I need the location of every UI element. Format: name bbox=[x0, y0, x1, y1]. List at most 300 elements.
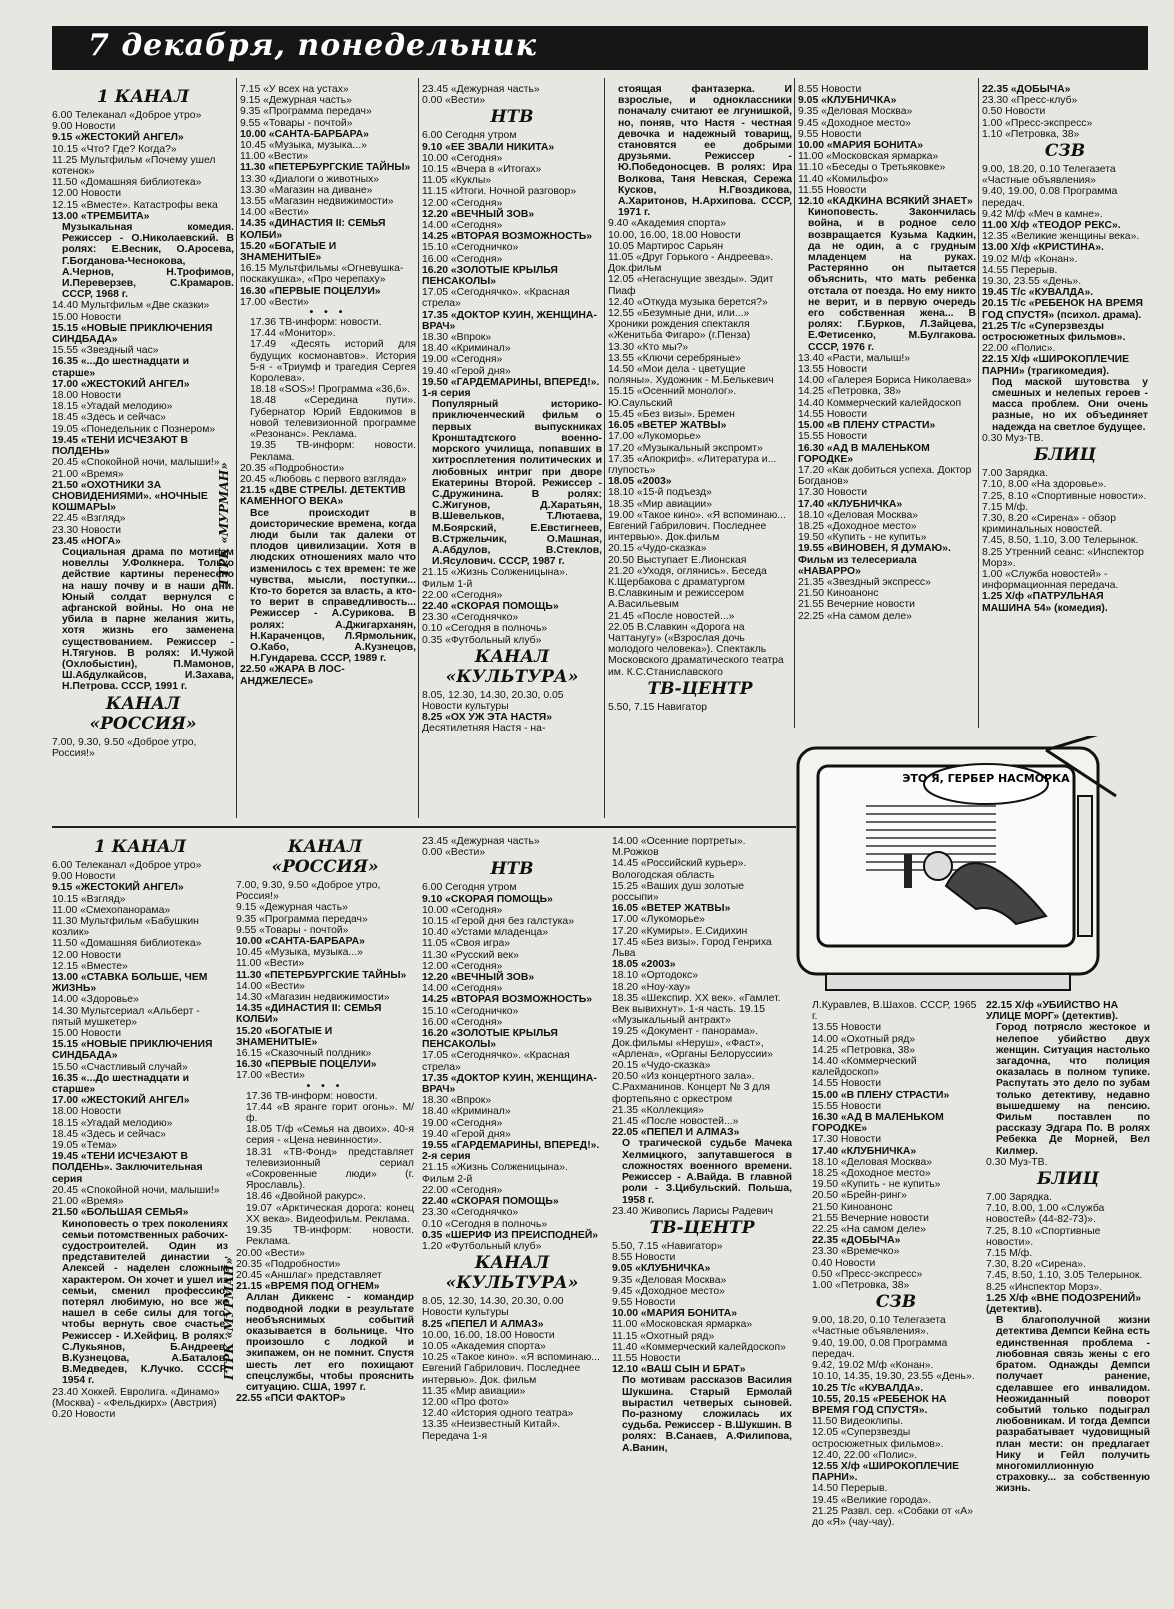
schedule-line: 14.50 «Мои дела - цветущие поляны». Художник - М.Белькевич bbox=[608, 364, 774, 387]
schedule-line: 12.55 Х/ф «ШИРОКОПЛЕЧИЕ ПАРНИ». bbox=[812, 1460, 960, 1484]
schedule-line: 12.00 «Сегодня» bbox=[422, 960, 503, 972]
schedule-line: 14.25 «Петровка, 38» bbox=[812, 1044, 916, 1056]
schedule-line: 9.05 «КЛУБНИЧКА» bbox=[798, 95, 897, 107]
schedule-line: 14.25 «Петровка, 38» bbox=[798, 386, 902, 398]
schedule-line: 23.40 Живопись Ларисы Радевич bbox=[612, 1205, 774, 1217]
schedule-line: 14.55 Новости bbox=[798, 408, 868, 420]
schedule-line: 9.10 «ЕЕ ЗВАЛИ НИКИТА» bbox=[422, 141, 555, 153]
schedule-line: 10.25 Т/с «КУВАЛДА». bbox=[812, 1382, 924, 1394]
schedule-line: 21.35 «Звездный экспресс» bbox=[798, 576, 931, 588]
schedule-line: 21.00 «Время» bbox=[52, 1196, 124, 1208]
channel-heading: 1 КАНАЛ bbox=[94, 837, 186, 857]
schedule-line: 0.00 «Вести» bbox=[422, 847, 486, 859]
schedule-line: 21.15 «Жизнь Солженицына». Фильм 1-й bbox=[422, 567, 568, 590]
top-col-szv-blitz bbox=[982, 84, 1148, 732]
schedule-line: 12.15 «Вместе». Катастрофы века bbox=[52, 199, 218, 211]
program-description: В благополучной жизни детектива Демпси Кейна есть единственная проблема - любовная связь жены с его братом. Однажды Демпси получает ранение, сделавшее его инвалидом. Неожиданный поворот событий только подыграл любовникам. И тогда Демпси разрабатывает чудовищный план мести: он предлагает Нику и Гейл получить многомиллионную страховку... за собственную жизнь. bbox=[996, 1315, 1150, 1495]
schedule-line: 15.45 «Без визы». Бремен bbox=[608, 408, 735, 420]
schedule-line: 19.00 «Сегодня» bbox=[422, 354, 503, 366]
schedule-line: 12.10 «ВАШ СЫН И БРАТ» bbox=[612, 1364, 746, 1376]
murman-line: 18.46 «Двойной ракурс». bbox=[246, 1191, 366, 1203]
schedule-line: 17.05 «Сегоднячко». «Красная стрела» bbox=[422, 287, 570, 310]
schedule-line: 16.05 «ВЕТЕР ЖАТВЫ» bbox=[608, 420, 727, 432]
schedule-line: 18.00 Новости bbox=[52, 390, 122, 402]
schedule-line: 15.20 «БОГАТЫЕ И ЗНАМЕНИТЫЕ» bbox=[236, 1025, 333, 1048]
schedule-line: 10.00 «Сегодня» bbox=[422, 904, 503, 916]
schedule-line: 9.15 «ЖЕСТОКИЙ АНГЕЛ» bbox=[52, 882, 184, 894]
schedule-line: 11.50 «Домашняя библиотека» bbox=[52, 938, 202, 950]
program-description: О трагической судьбе Мачека Хелмицкого, запутавшегося в сложностях военного времени. Режиссер - А.Вайда. В главной роли - З.Цибульский. Польша, 1958 г. bbox=[622, 1138, 792, 1206]
schedule-line: 8.25 «ПЕПЕЛ И АЛМАЗ» bbox=[422, 1318, 544, 1330]
schedule-line: 9.40 «Академия спорта» bbox=[608, 218, 727, 230]
murman-side-label: ГТРК «МУРМАН» bbox=[217, 462, 231, 585]
schedule-line: 11.40 «Коммерческий калейдоскоп» bbox=[612, 1341, 786, 1353]
schedule-line: 12.20 «ВЕЧНЫЙ ЗОВ» bbox=[422, 208, 535, 220]
schedule-line: 15.15 «НОВЫЕ ПРИКЛЮЧЕНИЯ СИНДБАДА» bbox=[52, 322, 213, 346]
schedule-line: 22.25 «На самом деле» bbox=[812, 1224, 926, 1236]
schedule-line: 9.45 «Доходное место» bbox=[612, 1285, 725, 1297]
schedule-line: 8.55 Новости bbox=[798, 84, 862, 95]
schedule-line: 17.00 «Вести» bbox=[236, 1070, 305, 1082]
schedule-line: 11.00 Х/ф «ТЕОДОР РЕКС». bbox=[982, 220, 1121, 232]
schedule-line: 23.30 «Сегоднячко» bbox=[422, 1207, 519, 1219]
schedule-line: 18.05 «2003» bbox=[608, 476, 672, 488]
schedule-line: 9.00, 18.20, 0.10 Телегазета «Частные объявления». bbox=[812, 1315, 946, 1338]
schedule-line: 11.30 «Русский век» bbox=[422, 949, 519, 961]
program-description: Аллан Диккенс - командир подводной лодки в результате необъяснимых событий оказывается в больнице. Что произошло с лодкой и экипажем, он не помнит. Спустя шесть лет его похищают спецслужбы, чтобы прояснить ситуацию. США, 1997 г. bbox=[246, 1292, 414, 1393]
schedule-line: 22.45 «Взгляд» bbox=[52, 513, 126, 525]
schedule-line: 12.00 «Сегодня» bbox=[422, 197, 503, 209]
schedule-line: 0.00 «Вести» bbox=[422, 95, 486, 107]
top-col-ntv-kultura bbox=[422, 84, 602, 824]
schedule-line: 1.00 «Пресс-экспресс» bbox=[982, 117, 1093, 129]
schedule-line: 19.00 «Такое кино». «Я вспоминаю... Евгений Габрилович. Последнее интервью». Док.фильм bbox=[608, 509, 786, 544]
schedule-line: 14.00 «Вести» bbox=[240, 207, 309, 219]
schedule-line: 12.35 «Великие женщины века». bbox=[982, 231, 1140, 243]
schedule-line: 19.25 «Документ - панорама». Док.фильмы «Неруш», «Фаст», «Арлена», «Органы Белоруссии» bbox=[612, 1026, 773, 1060]
schedule-line: 9.35 «Деловая Москва» bbox=[798, 106, 913, 118]
schedule-line: 16.30 «ПЕРВЫЕ ПОЦЕЛУИ» bbox=[240, 285, 381, 297]
schedule-line: 20.15 «Чудо-сказка» bbox=[608, 543, 707, 555]
program-description: Популярный историко-приключенческий фильм о первых выпускниках Кронштадтского военно-морского училища, попавших в хитросплетения политических и любовных интриг при дворе Екатерины Второй. Режиссер - С.Дружинина. В ролях: С.Жигунов, Д.Харатьян, В.Шевельков, Т.Лютаева, М.Боярский, Е.Евстигнеев, В.Стржельчик, О.Машная, А.Абдулов, В.Стеклов, И.Ясулович. СССР, 1987 г. bbox=[432, 399, 602, 568]
schedule-line: 9.42, 19.02 М/ф «Конан». bbox=[812, 1360, 934, 1372]
program-description: Под маской шутовства у смешных и нелепых героев - масса проблем. Они очень разные, но их объединяет надежда на светлое будущее. bbox=[992, 376, 1148, 433]
schedule-line: 17.00 «Лукоморье» bbox=[608, 431, 701, 443]
schedule-line: 23.45 «НОГА» bbox=[52, 535, 121, 547]
schedule-line: 13.00 Х/ф «КРИСТИНА». bbox=[982, 242, 1104, 254]
schedule-line: 11.05 «Своя игра» bbox=[422, 938, 511, 950]
schedule-line: 10.00 «Сегодня» bbox=[422, 152, 503, 164]
schedule-line: 11.55 Новости bbox=[798, 184, 867, 196]
bottom-col-tvc-szv bbox=[812, 1000, 980, 1606]
schedule-line: 10.15 «Что? Где? Когда?» bbox=[52, 143, 177, 155]
schedule-line: 9.45 «Доходное место» bbox=[798, 117, 911, 129]
schedule-line: 19.45 «ТЕНИ ИСЧЕЗАЮТ В ПОЛДЕНЬ» bbox=[52, 434, 188, 458]
schedule-line: 11.25 Мультфильм «Почему ушел котенок» bbox=[52, 154, 216, 178]
program-description: По мотивам рассказов Василия Шукшина. Старый Ермолай вырастил четверых сыновей. По-разному сложилась их судьба. Режиссер - В.Шукшин. В ролях: В.Санаев, А.Филипова, А.Ванин, bbox=[622, 1375, 792, 1454]
schedule-line: 19.30, 23.55 «День». bbox=[982, 276, 1082, 288]
schedule-line: 19.05 «Тема» bbox=[52, 1140, 117, 1152]
schedule-line: 11.40 «Комильфо» bbox=[798, 173, 889, 185]
channel-heading: НТВ bbox=[490, 107, 534, 128]
schedule-line: 12.40, 22.00 «Полис». bbox=[812, 1449, 918, 1461]
schedule-line: 11.35 «Мир авиации» bbox=[422, 1385, 526, 1397]
schedule-line: 0.50 Новости bbox=[982, 106, 1046, 118]
schedule-line: 15.00 «В ПЛЕНУ СТРАСТИ» bbox=[812, 1089, 950, 1101]
schedule-line: 10.45 «Музыка, музыка...» bbox=[236, 947, 363, 959]
schedule-line: 14.55 Новости bbox=[812, 1078, 882, 1090]
schedule-line: 10.00 «САНТА-БАРБАРА» bbox=[236, 936, 365, 948]
schedule-line: 16.05 «ВЕТЕР ЖАТВЫ» bbox=[612, 903, 731, 915]
schedule-line: 10.15 «Герой дня без галстука» bbox=[422, 916, 574, 928]
schedule-line: 10.00 «САНТА-БАРБАРА» bbox=[240, 128, 369, 140]
schedule-line: 13.55 «Ключи серебряные» bbox=[608, 352, 741, 364]
schedule-line: 11.15 «Охотный ряд» bbox=[612, 1330, 715, 1342]
schedule-line: 18.10 «Ортодокс» bbox=[612, 970, 698, 982]
schedule-line: 6.00 Сегодня утром bbox=[422, 882, 517, 894]
schedule-line: 20.35 «Подробности» bbox=[240, 462, 345, 474]
schedule-line: 17.35 «ДОКТОР КУИН, ЖЕНЩИНА-ВРАЧ» bbox=[422, 1072, 597, 1096]
man-head bbox=[924, 852, 952, 880]
schedule-line: 16.20 «ЗОЛОТЫЕ КРЫЛЬЯ ПЕНСАКОЛЫ» bbox=[422, 264, 558, 288]
schedule-line: 17.00 «ЖЕСТОКИЙ АНГЕЛ» bbox=[52, 378, 190, 390]
channel-heading: ТВ-ЦЕНТР bbox=[649, 1217, 755, 1238]
program-description: Киноповесть. Закончилась война, и в родное село возвращается Кузьма Кадкин, да не один, а с грудным младенцем на руках. Растерянно он пытается объяснить, что мать ребенка отстала от поезда. Но ему никто не верит, и в первую очередь его собственная жена... В ролях: Г.Бурков, Л.Зайцева, Е.Фетисенко, М.Булгакова. СССР, 1976 г. bbox=[808, 207, 976, 353]
schedule-line: 22.15 Х/ф «УБИЙСТВО НА УЛИЦЕ МОРГ» (детектив). bbox=[986, 1000, 1119, 1023]
schedule-line: 23.30 Новости bbox=[52, 524, 122, 536]
schedule-line: 8.25 «ОХ УЖ ЭТА НАСТЯ» bbox=[422, 712, 553, 724]
schedule-line: 12.00 Новости bbox=[52, 188, 122, 200]
schedule-line: 11.00 «Вести» bbox=[240, 151, 309, 163]
tv-control-panel bbox=[1078, 796, 1092, 936]
schedule-line: 14.45 «Российский курьер». Вологодская область bbox=[612, 858, 747, 881]
schedule-line: 13.30 «Кто мы?» bbox=[608, 341, 689, 353]
schedule-line: 9.35 «Деловая Москва» bbox=[612, 1274, 727, 1286]
schedule-line: 16.15 «Сказочный полдник» bbox=[236, 1048, 372, 1060]
murman-line: 17.44 «Монитор». bbox=[250, 328, 336, 340]
channel-heading: КАНАЛ «КУЛЬТУРА» bbox=[445, 646, 579, 687]
schedule-line: 22.55 «ПСИ ФАКТОР» bbox=[236, 1393, 346, 1405]
schedule-line: 20.50 «Брейн-ринг» bbox=[812, 1190, 907, 1202]
schedule-line: 11.50 Видеоклипы. bbox=[812, 1416, 903, 1428]
schedule-line: 15.15 «НОВЫЕ ПРИКЛЮЧЕНИЯ СИНДБАДА» bbox=[52, 1039, 213, 1062]
murman-line: 17.44 «В ярангe горит огонь». М/ф. bbox=[246, 1101, 414, 1125]
schedule-line: 14.00 «Здоровье» bbox=[52, 994, 139, 1006]
schedule-line: 7.30, 8.20 «Сирена». bbox=[986, 1259, 1086, 1271]
channel-heading: КАНАЛ «КУЛЬТУРА» bbox=[445, 1253, 579, 1294]
schedule-line: 10.00, 16.00, 18.00 Новости bbox=[608, 229, 741, 241]
channel-heading: КАНАЛ «РОССИЯ» bbox=[89, 693, 197, 734]
schedule-line: 9.35 «Программа передач» bbox=[236, 913, 368, 925]
schedule-line: 16.20 «ЗОЛОТЫЕ КРЫЛЬЯ ПЕНСАКОЛЫ» bbox=[422, 1028, 558, 1051]
schedule-line: 22.00 «Сегодня» bbox=[422, 1184, 503, 1196]
schedule-line: 20.50 Выступает Е.Лионская bbox=[608, 554, 747, 566]
schedule-line: 8.25 «Инспектор Морз». bbox=[986, 1281, 1103, 1293]
schedule-line: 21.35 «Коллекция» bbox=[612, 1104, 704, 1116]
schedule-line: 7.15 «У всех на устах» bbox=[240, 84, 349, 95]
schedule-line: 15.00 «В ПЛЕНУ СТРАСТИ» bbox=[798, 420, 936, 432]
schedule-line: 15.25 «Ваших душ золотые россыпи» bbox=[612, 880, 745, 904]
channel-heading: 1 КАНАЛ bbox=[97, 87, 189, 107]
bottom-col-rossiya bbox=[236, 836, 414, 1606]
murman-line: 19.35 ТВ-информ: новости. Реклама. bbox=[250, 440, 416, 463]
schedule-line: 13.35 «Неизвестный Китай». Передача 1-я bbox=[422, 1419, 561, 1442]
schedule-line: 20.45 «Спокойной ночи, малыши!» bbox=[52, 1184, 220, 1196]
schedule-line: 14.35 «ДИНАСТИЯ II: СЕМЬЯ КОЛБИ» bbox=[236, 1003, 382, 1026]
schedule-line: 1.10 «Петровка, 38» bbox=[982, 128, 1080, 140]
schedule-line: 9.15 «Дежурная часть» bbox=[240, 95, 352, 107]
schedule-line: 0.35 «ШЕРИФ ИЗ ПРЕИСПОДНЕЙ» bbox=[422, 1229, 599, 1241]
schedule-line: 21.50 «БОЛЬШАЯ СЕМЬЯ» bbox=[52, 1207, 189, 1219]
schedule-line: 16.00 «Сегодня» bbox=[422, 253, 503, 265]
schedule-line: 9.00 Новости bbox=[52, 121, 116, 133]
schedule-line: 18.15 «Угадай мелодию» bbox=[52, 401, 173, 413]
schedule-line: 14.55 Перерыв. bbox=[982, 264, 1058, 276]
schedule-line: 8.05, 12.30, 14.30, 20.30, 0.00 Новости культуры bbox=[422, 1296, 564, 1319]
schedule-line: 17.45 «Без визы». Город Генриха Льва bbox=[612, 936, 772, 960]
schedule-line: 9.40, 19.00, 0.08 Программа передач. bbox=[982, 186, 1118, 209]
schedule-line: 19.55 «ГАРДЕМАРИНЫ, ВПЕРЕД!». 2-я серия bbox=[422, 1140, 600, 1163]
schedule-line: 9.00, 18.20, 0.10 Телегазета «Частные объявления» bbox=[982, 164, 1116, 187]
schedule-line: 11.00 «Московская ярмарка» bbox=[798, 151, 939, 163]
schedule-line: 17.00 «Вести» bbox=[240, 296, 309, 308]
schedule-line: 20.35 «Подробности» bbox=[236, 1258, 341, 1270]
schedule-line: 18.45 «Здесь и сейчас» bbox=[52, 412, 166, 424]
schedule-line: 15.55 Новости bbox=[798, 431, 868, 443]
murman-line: 18.18 «SOS»! Программа «36,6». bbox=[250, 384, 411, 396]
schedule-line: 19.55 «ВИНОВЕН, Я ДУМАЮ». Фильм из телесериала «НАВАРРО» bbox=[798, 543, 951, 577]
schedule-line: 1.00 «Петровка, 38» bbox=[812, 1280, 910, 1292]
murman-line: 17.36 ТВ-информ: новости. bbox=[246, 1090, 378, 1102]
column-rule bbox=[978, 78, 979, 728]
schedule-line: 12.40 «Откуда музыка берется?» bbox=[608, 296, 768, 308]
schedule-line: 7.00, 9.30, 9.50 «Доброе утро, Россия!» bbox=[236, 880, 381, 903]
schedule-line: 12.05 «Негаснущие звезды». Эдит Пиаф bbox=[608, 274, 774, 297]
schedule-line: 23.30 «Времечко» bbox=[812, 1246, 900, 1258]
schedule-line: 17.20 «Кумиры». Е.Сидихин bbox=[612, 925, 748, 937]
schedule-line: 14.00 «Сегодня» bbox=[422, 983, 503, 995]
schedule-line: 19.40 «Герой дня» bbox=[422, 1128, 511, 1140]
schedule-line: 10.15 «Взгляд» bbox=[52, 893, 126, 905]
schedule-line: 11.50 «Домашняя библиотека» bbox=[52, 177, 202, 189]
schedule-line: 20.15 «Чудо-сказка» bbox=[612, 1060, 711, 1072]
schedule-line: 10.00, 16.00, 18.00 Новости bbox=[422, 1329, 555, 1341]
schedule-line: 9.10 «СКОРАЯ ПОМОЩЬ» bbox=[422, 893, 553, 905]
schedule-line: 21.50 Киноанонс bbox=[812, 1201, 893, 1213]
schedule-line: 8.25 Утренний сеанс: «Инспектор Морз». bbox=[982, 546, 1144, 569]
bottom-col-kultura-tvc bbox=[612, 836, 792, 1606]
channel-heading: БЛИЦ bbox=[1036, 1169, 1100, 1190]
schedule-line: Л.Куравлев, В.Шахов. СССР, 1965 г. bbox=[812, 1000, 977, 1023]
schedule-line: 14.00 «Сегодня» bbox=[422, 220, 503, 232]
schedule-line: 13.00 «ТРЕМБИТА» bbox=[52, 210, 150, 222]
schedule-line: 10.05 «Академия спорта» bbox=[422, 1340, 546, 1352]
top-col-rossiya bbox=[240, 84, 416, 824]
schedule-line: 18.45 «Здесь и сейчас» bbox=[52, 1128, 166, 1140]
schedule-line: 14.00 «Вести» bbox=[236, 980, 305, 992]
schedule-line: 12.00 «Про фото» bbox=[422, 1396, 509, 1408]
schedule-line: 12.00 Новости bbox=[52, 949, 122, 961]
schedule-line: 19.02 М/ф «Конан». bbox=[982, 253, 1078, 265]
schedule-line: 19.45 Т/с «КУВАЛДА». bbox=[982, 287, 1094, 299]
schedule-line: 9.55 Новости bbox=[798, 128, 862, 140]
schedule-line: 0.20 Новости bbox=[52, 1408, 116, 1420]
schedule-line: 16.30 «АД В МАЛЕНЬКОМ ГОРОДКЕ» bbox=[812, 1112, 944, 1135]
schedule-line: 22.00 «Сегодня» bbox=[422, 589, 503, 601]
schedule-line: 10.15 «Вчера в «Итогах» bbox=[422, 164, 542, 176]
schedule-line: 14.35 «ДИНАСТИЯ II: СЕМЬЯ КОЛБИ» bbox=[240, 218, 386, 241]
schedule-line: 14.40 Мультфильм «Две сказки» bbox=[52, 300, 210, 312]
schedule-line: 22.35 «ДОБЫЧА» bbox=[812, 1235, 901, 1247]
schedule-line: 7.15 М/ф. bbox=[986, 1248, 1033, 1260]
schedule-line: 15.55 Новости bbox=[812, 1100, 882, 1112]
bottom-col-ntv-kultura bbox=[422, 836, 602, 1606]
schedule-line: 18.10 «Деловая Москва» bbox=[812, 1156, 933, 1168]
schedule-line: 18.40 «Криминал» bbox=[422, 343, 511, 355]
schedule-line: 21.00 «Время» bbox=[52, 468, 124, 480]
schedule-line: 16.30 «АД В МАЛЕНЬКОМ ГОРОДКЕ» bbox=[798, 442, 930, 465]
bottom-col-1tv bbox=[52, 836, 228, 1606]
schedule-line: 11.30 «ПЕТЕРБУРГСКИЕ ТАЙНЫ» bbox=[240, 162, 411, 174]
schedule-line: 9.40, 19.00, 0.08 Программа передач. bbox=[812, 1337, 948, 1360]
cartoon-speech-text: ЭТО Я, ГЕРБЕР НАСМОРКА bbox=[902, 772, 1070, 785]
schedule-line: 7.00 Зарядка. bbox=[986, 1192, 1052, 1204]
schedule-line: 17.30 Новости bbox=[812, 1134, 882, 1146]
schedule-line: 0.30 Муз-ТВ. bbox=[986, 1156, 1048, 1168]
schedule-line: 8.05, 12.30, 14.30, 20.30, 0.05 Новости культуры bbox=[422, 689, 564, 712]
schedule-line: 10.25 «Такое кино». «Я вспоминаю... Евгений Габрилович. Последнее интервью». Док. фильм bbox=[422, 1352, 600, 1386]
murman-line: 19.07 «Арктическая дорога: конец ХХ века». Видеофильм. Реклама. bbox=[246, 1202, 414, 1225]
schedule-line: 9.35 «Программа передач» bbox=[240, 106, 372, 118]
schedule-line: 13.30 «Магазин на диване» bbox=[240, 184, 373, 196]
schedule-line: 6.00 Телеканал «Доброе утро» bbox=[52, 110, 202, 121]
schedule-line: 22.40 «СКОРАЯ ПОМОЩЬ» bbox=[422, 600, 559, 612]
schedule-line: 12.15 «Вместе» bbox=[52, 960, 128, 972]
schedule-line: 9.55 «Товары - почтой» bbox=[236, 924, 349, 936]
schedule-line: 17.40 «КЛУБНИЧКА» bbox=[812, 1145, 917, 1157]
schedule-line: 7.25, 8.10 «Спортивные новости». bbox=[982, 490, 1147, 502]
murman-line: 18.48 «Середина пути». Губернатор Юрий Евдокимов в новой телевизионной программе «Резонанс». Реклама. bbox=[250, 395, 416, 441]
schedule-line: 14.25 «ВТОРАЯ ВОЗМОЖНОСТЬ» bbox=[422, 231, 593, 243]
schedule-line: 11.10 «Беседы о Третьяковке» bbox=[798, 162, 946, 174]
schedule-line: 11.05 «Куклы» bbox=[422, 175, 492, 187]
schedule-line: 9.00 Новости bbox=[52, 871, 116, 883]
schedule-line: 10.10, 14.35, 19.30, 23.55 «День». bbox=[812, 1371, 975, 1383]
schedule-line: 11.05 «Друг Горького - Андреева». Док.фильм bbox=[608, 252, 774, 275]
schedule-line: 17.00 «Лукоморье» bbox=[612, 914, 705, 926]
schedule-line: 19.50 «Купить - не купить» bbox=[812, 1179, 941, 1191]
schedule-line: 18.35 «Шекспир. ХХ век». «Гамлет. Век вывихнут». 1-я часть. 19.15 «Музыкальный антракт» bbox=[612, 992, 781, 1027]
murman-line: 18.31 «ТВ-Фонд» представляет телевизионный сериал «Сокровенные люди» (г. Ярославль). bbox=[246, 1146, 414, 1192]
schedule-line: 21.15 «ДВЕ СТРЕЛЫ. ДЕТЕКТИВ КАМЕННОГО ВЕКА» bbox=[240, 485, 406, 508]
schedule-line: 21.45 «После новостей...» bbox=[612, 1116, 739, 1128]
schedule-line: 7.00, 9.30, 9.50 «Доброе утро, Россия!» bbox=[52, 736, 197, 759]
column-rule bbox=[236, 78, 237, 818]
schedule-line: 15.10 «Сегодничко» bbox=[422, 1005, 519, 1017]
schedule-line: 18.40 «Криминал» bbox=[422, 1106, 511, 1118]
schedule-line: 13.30 «Диалоги о животных» bbox=[240, 173, 380, 185]
schedule-line: 20.45 «Спокойной ночи, малыши!» bbox=[52, 457, 220, 469]
murman-line: 17.36 ТВ-информ: новости. bbox=[250, 317, 382, 329]
date-banner bbox=[52, 26, 1148, 70]
schedule-line: 9.55 «Товары - почтой» bbox=[240, 117, 353, 129]
schedule-line: 21.25 Т/с «Суперзвезды остросюжетных фильмов». bbox=[982, 320, 1126, 344]
schedule-line: 18.30 «Впрок» bbox=[422, 332, 492, 344]
schedule-line: 7.00 Зарядка. bbox=[982, 468, 1048, 480]
schedule-line: 7.10, 8.00, 1.00 «Служба новостей» (44-82-73)». bbox=[986, 1203, 1105, 1226]
schedule-line: 14.00 «Галерея Бориса Николаева» bbox=[798, 375, 972, 387]
schedule-line: 23.45 «Дежурная часть» bbox=[422, 836, 540, 847]
schedule-line: 22.00 «Полис». bbox=[982, 343, 1056, 355]
schedule-line: 22.05 В.Славкин «Дорога на Чаттанугу» («Взрослая дочь молодого человека»). Спектакль Московского драматического театра им. К.С.Станиславского bbox=[608, 621, 784, 678]
schedule-line: 21.55 Вечерние новости bbox=[798, 599, 915, 611]
schedule-line: 16.30 «ПЕРВЫЕ ПОЦЕЛУИ» bbox=[236, 1059, 377, 1071]
schedule-line: 21.55 Вечерние новости bbox=[812, 1212, 929, 1224]
schedule-line: 14.30 «Магазин недвижимости» bbox=[236, 992, 390, 1004]
schedule-line: 7.30, 8.20 «Сирена» - обзор криминальных новостей. bbox=[982, 512, 1116, 536]
schedule-line: 12.40 «История одного театра» bbox=[422, 1408, 574, 1420]
schedule-line: 7.25, 8.10 «Спортивные новости». bbox=[986, 1225, 1101, 1248]
schedule-line: 22.15 Х/ф «ШИРОКОПЛЕЧИЕ ПАРНИ» (трагикомедия). bbox=[982, 354, 1130, 377]
section-separator: • • • bbox=[309, 307, 347, 319]
schedule-line: 14.50 Перерыв. bbox=[812, 1483, 888, 1495]
murman-line: 17.49 «Десять историй для будущих космонавтов». История 5-я - «Триумф и трагедия Сергея Королева». bbox=[250, 339, 416, 385]
schedule-line: 20.45 «Любовь с первого взгляда» bbox=[240, 473, 407, 485]
program-description: Все происходит в доисторические времена, когда люди были так далеки от плодов цивилизации. Хотя в людских отношениях мало что изменилось с тех времен: те же чувства, мысли, поступки... Кто-то борется за власть, а кто-то верит в справедливость... Режиссер - А.Сурикова. В ролях: А.Джигарханян, Н.Караченцов, Л.Ярмольник, О.Кабо, А.Кузнецов, Н.Гундарева. СССР, 1989 г. bbox=[250, 507, 416, 665]
schedule-line: 15.00 Новости bbox=[52, 1028, 122, 1040]
page-title: 7 декабря, понедельник bbox=[88, 28, 537, 63]
schedule-line: 0.30 Муз-ТВ. bbox=[982, 432, 1044, 444]
schedule-line: 22.25 «На самом деле» bbox=[798, 610, 912, 622]
schedule-line: 20.45 «Аншлаг» представляет bbox=[236, 1269, 382, 1281]
column-rule bbox=[418, 78, 419, 818]
schedule-line: 16.35 «...До шестнадцати и старше» bbox=[52, 356, 189, 379]
channel-heading: ТВ-ЦЕНТР bbox=[647, 678, 753, 699]
schedule-line: 22.35 «ДОБЫЧА» bbox=[982, 84, 1071, 95]
schedule-line: 14.30 Мультсериал «Альберт - пятый мушкетер» bbox=[52, 1005, 200, 1028]
schedule-line: 11.00 «Вести» bbox=[236, 958, 305, 970]
schedule-line: 19.40 «Герой дня» bbox=[422, 365, 511, 377]
schedule-line: 15.00 Новости bbox=[52, 311, 122, 323]
schedule-line: 19.50 «Купить - не купить» bbox=[798, 532, 927, 544]
tv-cartoon-illustration bbox=[796, 736, 1148, 994]
schedule-line: 12.05 «Суперзвезды остросюжетных фильмов». bbox=[812, 1427, 944, 1450]
schedule-line: 18.10 «15-й подъезд» bbox=[608, 487, 712, 499]
schedule-line: 1.25 Х/ф «ВНЕ ПОДОЗРЕНИЙ» (детектив). bbox=[986, 1292, 1141, 1316]
schedule-line: 6.00 Телеканал «Доброе утро» bbox=[52, 860, 202, 871]
schedule-line: 14.00 «Осенние портреты». М.Рожков bbox=[612, 836, 746, 859]
schedule-line: 12.55 «Безумные дни, или...» Хроники рождения спектакля «Женитьба Фигаро» (г.Пенза) bbox=[608, 308, 751, 342]
schedule-line: 17.05 «Сегоднячко». «Красная стрела» bbox=[422, 1050, 570, 1073]
column-rule bbox=[604, 78, 605, 818]
murman-side-label: ГТРК «МУРМАН» bbox=[222, 1257, 236, 1380]
schedule-line: 21.25 Развл. сер. «Собаки от «А» до «Я» (чау-чау). bbox=[812, 1505, 974, 1528]
schedule-line: 17.35 «ДОКТОР КУИН, ЖЕНЩИНА-ВРАЧ» bbox=[422, 309, 597, 332]
channel-heading: СЗВ bbox=[1044, 141, 1086, 162]
schedule-line: 16.35 «...До шестнадцати и старше» bbox=[52, 1072, 189, 1096]
schedule-line: 15.55 «Звездный час» bbox=[52, 345, 159, 357]
schedule-line: 16.15 Мультфильмы «Огневушка-поскакушка», «Про черепаху» bbox=[240, 263, 404, 286]
schedule-line: 18.35 «Мир авиации» bbox=[608, 498, 713, 510]
schedule-line: 19.05 «Понедельник с Познером» bbox=[52, 423, 216, 435]
schedule-line: 7.45, 8.50, 1.10, 3.05 Телерынок. bbox=[986, 1270, 1143, 1282]
schedule-line: 0.40 Новости bbox=[812, 1257, 876, 1269]
schedule-line: 21.45 «После новостей...» bbox=[608, 610, 735, 622]
tv-stand bbox=[826, 974, 1070, 990]
schedule-line: 12.20 «ВЕЧНЫЙ ЗОВ» bbox=[422, 972, 535, 984]
murman-line: 18.05 Т/ф «Семья на двоих». 40-я серия - «Цена невинности». bbox=[246, 1124, 414, 1147]
schedule-line: 10.00 «МАРИЯ БОНИТА» bbox=[612, 1308, 738, 1320]
